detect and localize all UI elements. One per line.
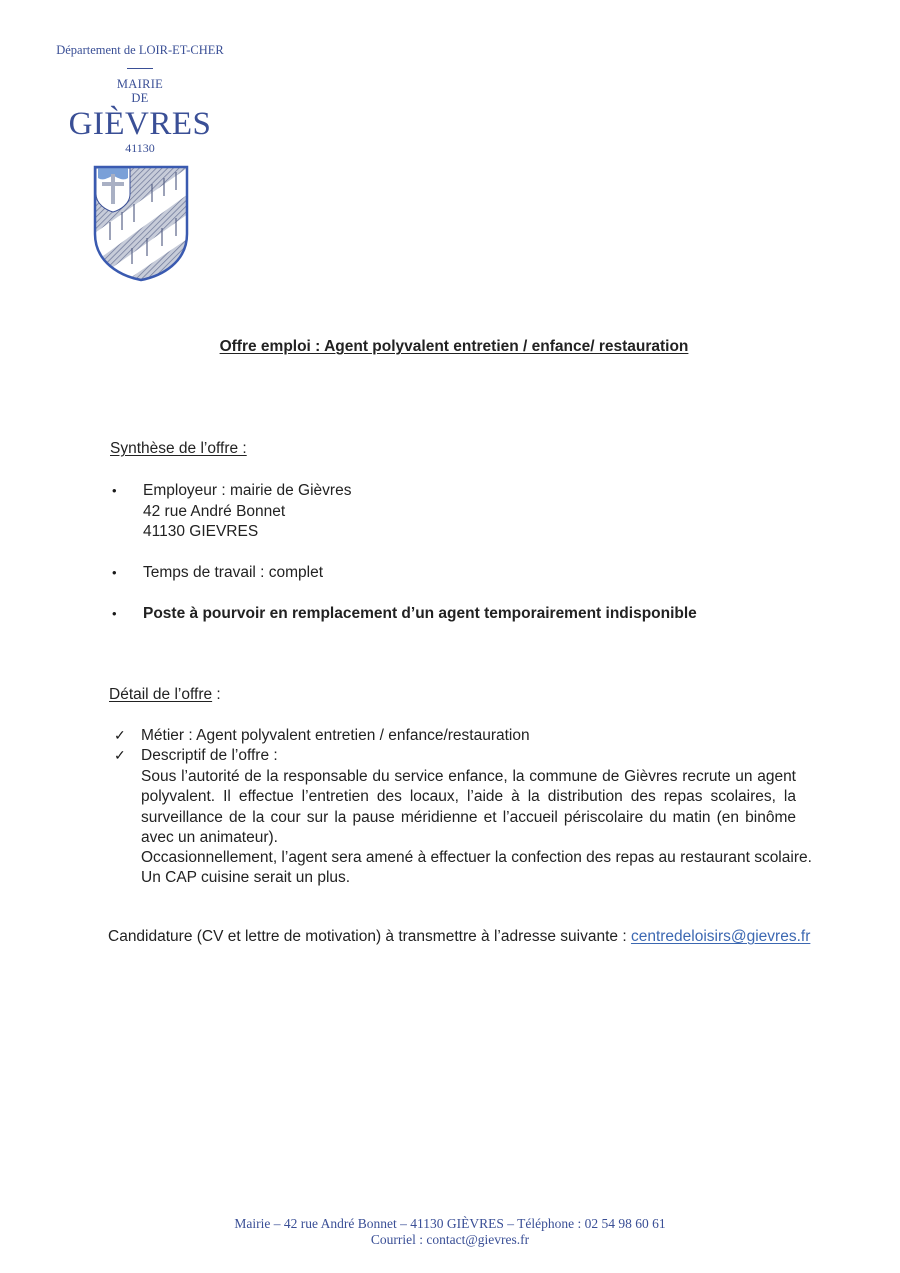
city-name: GIÈVRES xyxy=(68,106,212,142)
check-icon: ✓ xyxy=(114,727,126,743)
mairie-label: MAIRIE xyxy=(116,77,164,91)
footer-email: Courriel : contact@gievres.fr xyxy=(370,1232,530,1247)
detail-heading xyxy=(109,686,221,704)
synthese-heading-text: Synthèse de l’offre : xyxy=(110,440,247,457)
footer xyxy=(0,1216,900,1248)
bullet-icon: • xyxy=(112,565,117,580)
description-cap: Un CAP cuisine serait un plus. xyxy=(141,869,351,887)
letterhead xyxy=(40,40,240,156)
job-description xyxy=(141,767,812,889)
coat-of-arms-icon xyxy=(92,164,190,287)
description-occasional: Occasionnellement, l’agent sera amené à effectuer la confection des repas au restaurant scolaire. xyxy=(141,849,812,867)
department-label: Département de LOIR-ET-CHER xyxy=(56,43,224,57)
list-item xyxy=(112,481,351,543)
list-item xyxy=(112,604,697,625)
list-item xyxy=(112,563,323,584)
de-label: DE xyxy=(131,91,149,105)
detail-heading-suffix: : xyxy=(212,686,221,703)
bullet-icon: • xyxy=(112,483,117,498)
work-time-line: Temps de travail : complet xyxy=(143,564,324,581)
application-text: Candidature (CV et lettre de motivation) à transmettre à l’adresse suivante : xyxy=(108,928,631,945)
bullet-icon: • xyxy=(112,606,117,621)
title-text: Offre emploi : Agent polyvalent entretien / enfance/ restauration xyxy=(219,338,689,355)
footer-address: Mairie – 42 rue André Bonnet – 41130 GIÈVRES – Téléphone : 02 54 98 60 61 xyxy=(234,1216,666,1231)
address-line: 42 rue André Bonnet xyxy=(143,502,286,520)
zip-code: 41130 xyxy=(125,141,155,155)
job-title-line: Métier : Agent polyvalent entretien / enfance/restauration xyxy=(141,727,530,744)
check-icon: ✓ xyxy=(114,747,126,763)
synthese-heading xyxy=(110,440,247,458)
application-instructions xyxy=(108,928,810,946)
description-label: Descriptif de l’offre : xyxy=(141,747,278,764)
description-paragraph: Sous l’autorité de la responsable du service enfance, la commune de Gièvres recrute un agent polyvalent. Il effectue l’entretien des locaux, l’aide à la distribution des repas scolaires, la surveillance de la cour sur la pause méridienne et l’accueil périscolaire du matin (en binôme avec un animateur). xyxy=(141,768,796,846)
letterhead-divider xyxy=(127,68,153,69)
application-email-link[interactable]: centredeloisirs@gievres.fr xyxy=(630,928,811,945)
employer-line: Employeur : mairie de Gièvres xyxy=(143,482,352,499)
page-title xyxy=(0,338,900,356)
position-note: Poste à pourvoir en remplacement d’un agent temporairement indisponible xyxy=(143,605,697,622)
city-line: 41130 GIEVRES xyxy=(143,523,259,540)
detail-heading-text: Détail de l’offre xyxy=(109,686,213,703)
